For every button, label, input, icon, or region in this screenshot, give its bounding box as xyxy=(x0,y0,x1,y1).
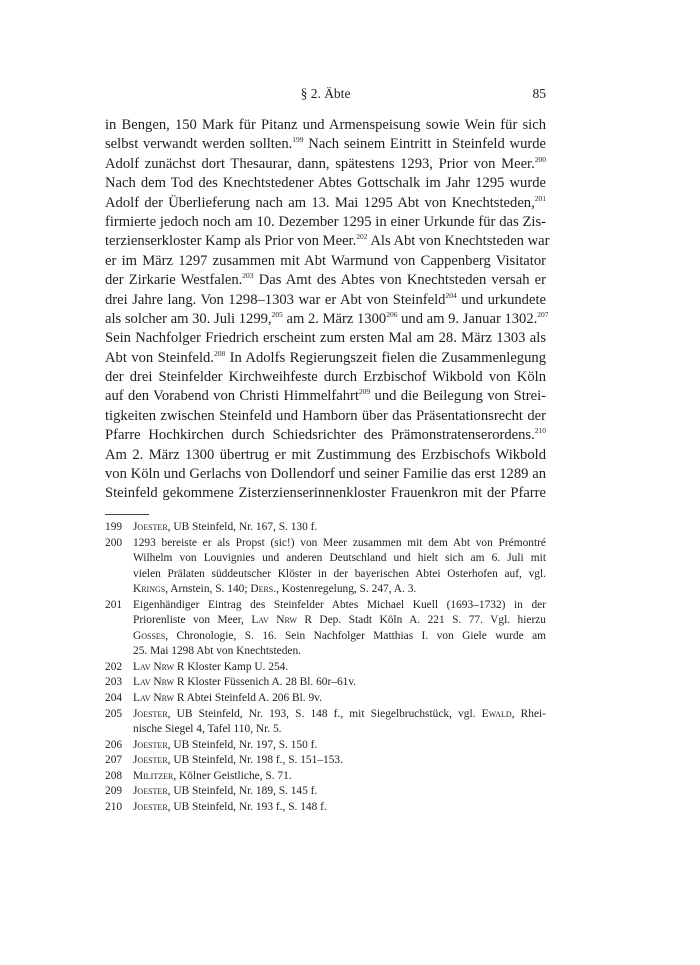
footnote-line: Joester, UB Steinfeld, Nr. 193, S. 148 f., mit Siegelbruchstück, vgl. Ewald, Rhei- xyxy=(133,707,546,720)
author-name: Lav xyxy=(133,660,151,673)
footnote xyxy=(105,738,546,754)
footnote-text xyxy=(133,520,546,536)
running-head xyxy=(105,86,546,106)
footnote-text xyxy=(133,784,546,800)
footnote-text xyxy=(133,753,546,769)
author-name: Joester xyxy=(133,521,168,533)
footnote xyxy=(105,675,546,691)
footnote-text xyxy=(133,769,546,785)
footnotes xyxy=(105,520,546,815)
footnote-line: Militzer, Kölner Geistliche, S. 71. xyxy=(133,769,292,782)
running-head-title: § 2. Äbte xyxy=(300,86,351,101)
text-line: selbst verwandt werden sollten.$^{199}$ Nach seinem Eintritt in Steinfeld wurde xyxy=(105,135,547,153)
author-name: Ewald xyxy=(481,707,512,720)
footnote-text xyxy=(133,800,546,816)
footnote-ref: 205 xyxy=(271,309,283,319)
footnote-line: Priorenliste von Meer, Lav Nrw R Dep. Stadt Köln A. 221 S. 77. Vgl. hierzu xyxy=(133,614,546,627)
footnote-text xyxy=(133,536,546,598)
footnote-separator xyxy=(105,514,149,515)
footnote-text xyxy=(133,707,546,738)
footnote-line: Lav Nrw R Abtei Steinfeld A. 206 Bl. 9v. xyxy=(133,692,322,705)
footnote xyxy=(105,753,546,769)
text-line: Abt von Steinfeld.$^{208}$ In Adolfs Regierungszeit fielen die Zusammenlegung xyxy=(105,348,546,366)
footnote-text xyxy=(133,691,546,707)
footnote-line: Gosses, Chronologie, S. 16. Sein Nachfolger Matthias I. von Giele wurde am xyxy=(133,629,546,642)
footnote-line: Joester, UB Steinfeld, Nr. 167, S. 130 f. xyxy=(133,521,318,533)
main-text xyxy=(105,116,550,504)
footnote-number: 206 xyxy=(105,738,123,751)
footnote-number: 199 xyxy=(105,521,123,533)
author-name: Nrw xyxy=(276,614,297,627)
footnote xyxy=(105,520,546,536)
footnote-text xyxy=(133,675,546,691)
footnote-number: 200 xyxy=(105,536,123,549)
author-name: Joester xyxy=(133,785,168,798)
text-line: Sein Nachfolger Friedrich erscheint zum ersten Mal am 28. März 1303 als xyxy=(105,330,546,347)
footnote-text xyxy=(133,660,546,676)
text-line: der Zirkarie Westfalen.$^{203}$ Das Amt des Abtes von Knechtsteden versah er xyxy=(105,271,546,289)
text-line: terzienserkloster Kamp als Prior von Meer.$^{202}$ Als Abt von Knechtsteden war xyxy=(105,232,550,250)
author-name: Joester xyxy=(133,707,168,720)
footnote-number: 207 xyxy=(105,754,123,767)
footnote-number: 203 xyxy=(105,676,123,689)
author-name: Lav xyxy=(133,676,151,689)
author-name: Krings xyxy=(133,583,166,596)
footnote-line: 1293 bereiste er als Propst (sic!) von Meer zusammen mit dem Abt von Prémontré xyxy=(133,536,546,549)
text-line: als solcher am 30. Juli 1299,$^{205}$ am 2. März 1300$^{206}$ und am 9. Januar 1302.$^{207}$ xyxy=(105,309,549,327)
footnote-number: 202 xyxy=(105,660,123,673)
footnote-number: 209 xyxy=(105,785,123,798)
footnote xyxy=(105,691,546,707)
footnote-text xyxy=(133,598,546,660)
footnote-ref: 199 xyxy=(292,135,304,145)
footnote-text xyxy=(133,738,546,754)
footnote-ref: 200 xyxy=(534,154,546,164)
footnote-ref: 206 xyxy=(386,309,398,319)
text-line: Nach dem Tod des Knechtstedener Abtes Gottschalk im Jahr 1295 wurde xyxy=(105,175,546,192)
author-name: Joester xyxy=(133,800,168,813)
footnote-line: nische Siegel 4, Tafel 110, Nr. 5. xyxy=(133,723,282,736)
footnote-ref: 207 xyxy=(537,309,549,319)
footnote-number: 210 xyxy=(105,800,123,813)
footnote xyxy=(105,707,546,738)
author-name: Gosses xyxy=(133,629,166,642)
footnote-ref: 210 xyxy=(534,426,546,436)
footnote xyxy=(105,800,546,816)
text-line: Pfarre Hochkirchen durch Schiedsrichter des Prämonstratenserordens.$^{210}$ xyxy=(105,426,546,444)
author-name: Joester xyxy=(133,754,168,767)
author-name: Nrw xyxy=(153,676,175,689)
footnote-ref: 201 xyxy=(534,193,546,203)
footnote xyxy=(105,784,546,800)
footnote-line: Joester, UB Steinfeld, Nr. 193 f., S. 148 f. xyxy=(133,800,327,813)
author-name: Lav xyxy=(133,692,151,705)
author-name: Ders xyxy=(250,583,274,596)
footnote-ref: 204 xyxy=(445,290,457,300)
footnote-ref: 203 xyxy=(242,271,254,281)
footnote-ref: 202 xyxy=(356,232,368,242)
text-line: auf den Vorabend von Christi Himmelfahrt$^{209}$ und die Beilegung von Strei- xyxy=(105,387,546,405)
footnote xyxy=(105,769,546,785)
text-line: drei Jahre lang. Von 1298–1303 war er Abt von Steinfeld$^{204}$ und urkundete xyxy=(105,290,546,308)
footnote-line: Joester, UB Steinfeld, Nr. 189, S. 145 f. xyxy=(133,785,318,798)
footnote-number: 208 xyxy=(105,769,123,782)
text-line: firmierte jedoch noch am 10. Dezember 1295 in einer Urkunde für das Zis- xyxy=(105,213,546,230)
footnote-line: Eigenhändiger Eintrag des Steinfelder Abtes Michael Kuell (1693–1732) in der xyxy=(133,598,546,611)
text-line: Steinfeld gekommene Zisterzienserinnenkloster Frauenkron mit der Pfarre xyxy=(105,485,546,502)
footnote-line: Joester, UB Steinfeld, Nr. 197, S. 150 f. xyxy=(133,738,318,751)
author-name: Militzer xyxy=(133,769,174,782)
footnote-number: 205 xyxy=(105,707,123,720)
footnote-line: Lav Nrw R Kloster Kamp U. 254. xyxy=(133,660,289,673)
footnote-line: 25. Mai 1298 Abt von Knechtsteden. xyxy=(133,645,301,658)
text-line: in Bengen, 150 Mark für Pitanz und Armenspeisung sowie Wein für sich xyxy=(105,117,546,133)
text-line: Am 2. März 1300 übertrug er mit Zustimmung des Erzbischofs Wikbold xyxy=(105,446,546,463)
author-name: Lav xyxy=(251,614,269,627)
footnote-line: Joester, UB Steinfeld, Nr. 198 f., S. 151–153. xyxy=(133,754,343,767)
page-number: 85 xyxy=(532,86,546,101)
footnote-line: Krings, Arnstein, S. 140; Ders., Kostenregelung, S. 247, A. 3. xyxy=(133,583,417,596)
text-line: von Köln und Gerlachs von Dollendorf und seiner Familie das erst 1289 an xyxy=(105,466,546,483)
footnote xyxy=(105,598,546,660)
author-name: Joester xyxy=(133,738,168,751)
author-name: Nrw xyxy=(153,660,175,673)
footnote-line: Lav Nrw R Kloster Füssenich A. 28 Bl. 60r–61v. xyxy=(133,676,357,689)
text-line: er im März 1297 zusammen mit Abt Warmund von Cappenberg Visitator xyxy=(105,252,546,269)
footnote-ref: 209 xyxy=(358,387,371,397)
footnote-number: 201 xyxy=(105,598,123,611)
footnote-line: Wilhelm von Louvignies und anderen Deutschland und hielt sich am 6. Juli mit xyxy=(133,552,546,565)
footnote xyxy=(105,536,546,598)
footnote-number: 204 xyxy=(105,692,123,705)
author-name: Nrw xyxy=(153,692,175,705)
text-line: Adolf zunächst dort Thesaurar, dann, spätestens 1293, Prior von Meer.$^{200}$ xyxy=(105,154,546,172)
footnote xyxy=(105,660,546,676)
footnote-ref: 208 xyxy=(213,348,226,358)
text-line: der drei Steinfelder Kirchweihfeste durch Erzbischof Wikbold von Köln xyxy=(105,369,546,386)
footnote-line: vielen Prälaten süddeutscher Klöster in der bayerischen Abtei Osterhofen auf, vgl. xyxy=(133,567,546,580)
text-line: tigkeiten zwischen Steinfeld und Hamborn über das Präsentationsrecht der xyxy=(105,407,546,424)
text-line: Adolf der Überlieferung nach am 13. Mai 1295 Abt von Knechtsteden,$^{201}$ xyxy=(105,193,546,211)
